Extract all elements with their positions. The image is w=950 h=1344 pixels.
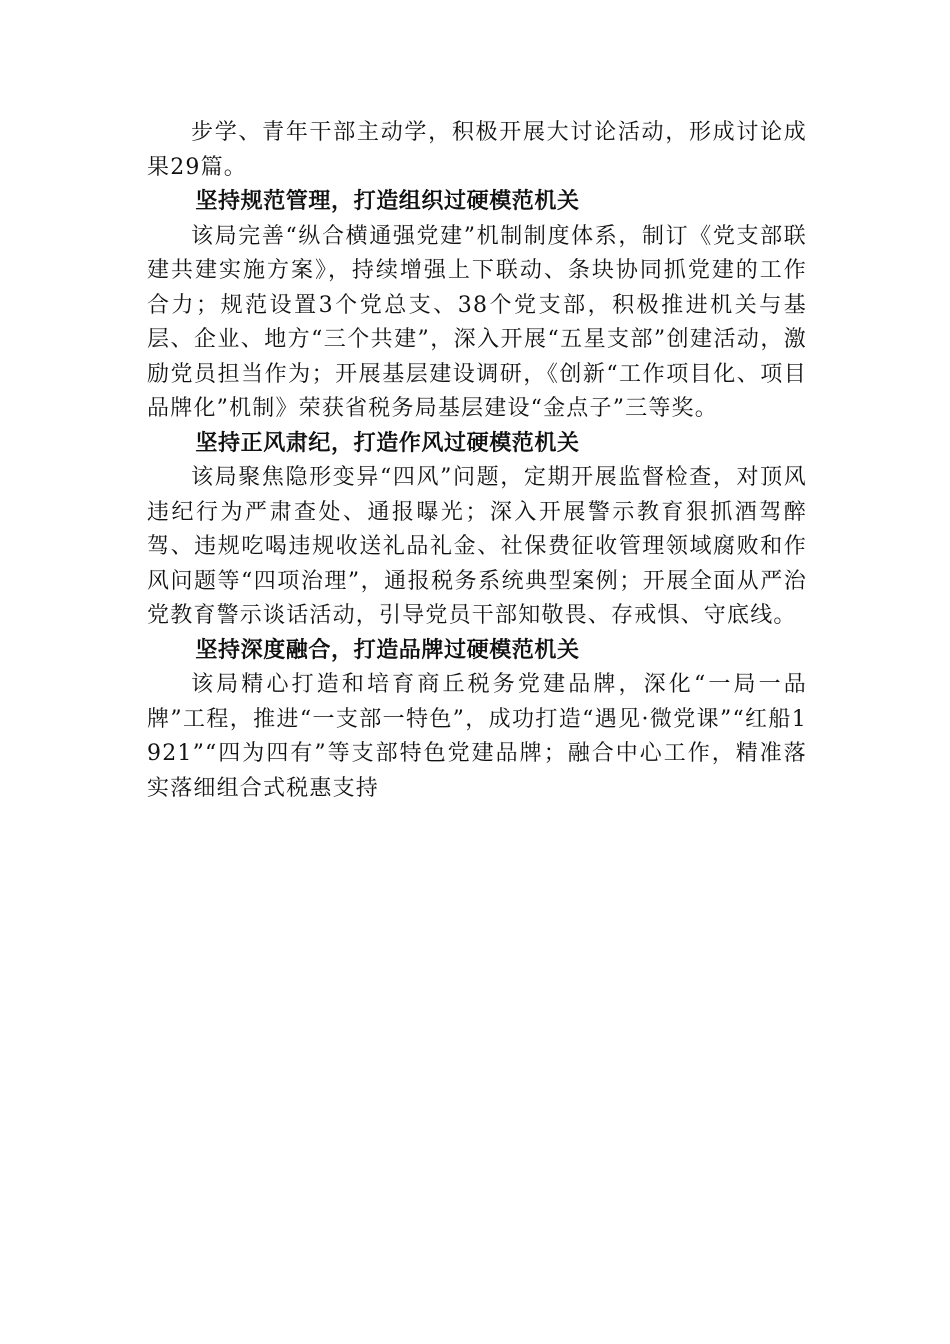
paragraph-organization: 该局完善“纵合横通强党建”机制制度体系，制订《党支部联建共建实施方案》，持续增强上下联动、条块协同抓党建的工作合力；规范设置3个党总支、38个党支部，积极推进机关与基层、企业、地方“三个共建”，深入开展“五星支部”创建活动，激励党员担当作为；开展基层建设调研，《创新“工作项目化、项目品牌化”机制》荣获省税务局基层建设“金点子”三等奖。 [147, 223, 807, 421]
section-heading-brand: 坚持深度融合，打造品牌过硬模范机关 [195, 637, 580, 663]
paragraph-intro-continuation: 步学、青年干部主动学，积极开展大讨论活动，形成讨论成果29篇。 [147, 120, 807, 180]
section-heading-style: 坚持正风肃纪，打造作风过硬模范机关 [195, 430, 580, 456]
paragraph-style: 该局聚焦隐形变异“四风”问题，定期开展监督检查，对顶风违纪行为严肃查处、通报曝光；深入开展警示教育狠抓酒驾醉驾、违规吃喝违规收送礼品礼金、社保费征收管理领域腐败和作风问题等“四项治理”，通报税务系统典型案例；开展全面从严治党教育警示谈话活动，引导党员干部知敬畏、存戒惧、守底线。 [147, 465, 807, 628]
paragraph-brand: 该局精心打造和培育商丘税务党建品牌，深化“一局一品牌”工程，推进“一支部一特色”，成功打造“遇见·微党课”“红船1921”“四为四有”等支部特色党建品牌；融合中心工作，精准落实落细组合式税惠支持 [147, 672, 807, 801]
section-heading-organization: 坚持规范管理，打造组织过硬模范机关 [195, 189, 580, 214]
document-body [147, 116, 807, 806]
